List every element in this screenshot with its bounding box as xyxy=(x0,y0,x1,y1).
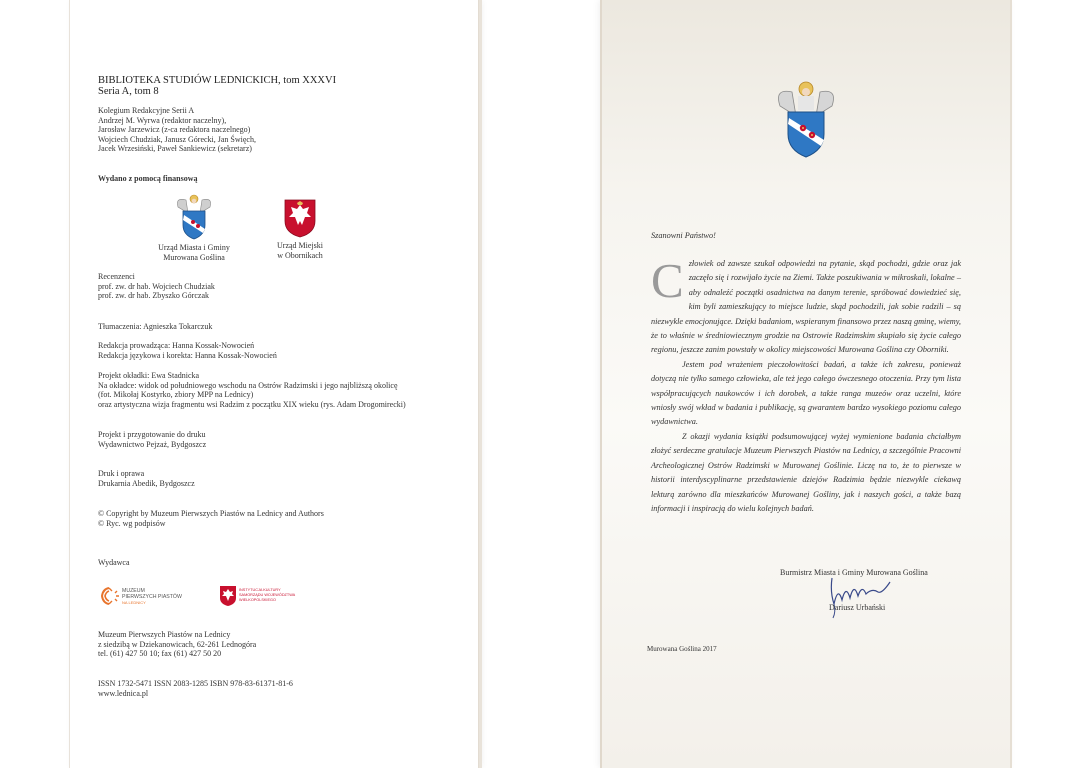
editorial-board-line: Jacek Wrzesiński, Paweł Sankiewicz (sekretarz) xyxy=(98,144,252,154)
print-preparation xyxy=(98,430,206,449)
murowana-goslina-crest-icon xyxy=(174,193,214,241)
editing-line: Redakcja prowadząca: Hanna Kossak-Nowocień xyxy=(98,341,255,350)
publisher-address xyxy=(98,630,256,659)
print-preparation-line: Projekt i przygotowanie do druku xyxy=(98,430,206,439)
signature-title: Burmistrz Miasta i Gminy Murowana Goślina xyxy=(780,568,928,577)
identifiers xyxy=(98,679,293,698)
printing-line: Drukarnia Abedik, Bydgoszcz xyxy=(98,478,195,488)
sponsor-name-line: Urząd Miejski xyxy=(277,241,323,251)
sponsor-murowana-goslina xyxy=(150,193,238,262)
copyright xyxy=(98,509,324,528)
cover-credit-line: (fot. Mikołaj Kostyrko, zbiory MPP na Lednicy) xyxy=(98,390,254,400)
institution-logo-text: SAMORZĄDU WOJEWÓDZTWA xyxy=(239,593,296,597)
editorial-board-line: Andrzej M. Wyrwa (redaktor naczelny), xyxy=(98,115,227,125)
series-title-block xyxy=(98,75,336,97)
murowana-goslina-crest-icon xyxy=(772,80,840,160)
wielkopolska-eagle-icon xyxy=(219,585,237,607)
institution-logo xyxy=(219,585,299,607)
cover-credit-line: oraz artystyczna wizja fragmentu wsi Radzim z początku XIX wieku (rys. Adam Drogomirecki) xyxy=(98,399,406,409)
editorial-board-line: Jarosław Jarzewicz (z-ca redaktora naczelnego) xyxy=(98,125,251,135)
address-line: tel. (61) 427 50 10; fax (61) 427 50 20 xyxy=(98,649,222,659)
sponsor-name-line: Urząd Miasta i Gminy xyxy=(158,243,230,253)
letter-paragraph-1: złowiek od zawsze szukał odpowiedzi na pytanie, skąd pochodzi, gdzie oraz jak zaczęło się i rozwijało życie na Ziemi. Także poszukiwania w mikroskali, lokalne – aby odnaleźć początki osadnictwa na danym terenie, spróbować dowiedzieć się, kim byli zamieszkujący to miejsce ludzie, skąd pochodzili, jak sobie radzili – są niezwykle emocjonujące. Dzięki badaniom, wspieranym finansowo przez naszą gminę, wiemy, że to właśnie w średniowiecznym grodzie na Ostrowie Radzimskim skupiało się życie całego regionu, jeszcze zanim powstały w okolicy miejscowości Murowana Goślina czy Oborniki. xyxy=(651,259,961,355)
sponsor-oborniki xyxy=(258,197,342,260)
letter-paragraph-2: Jestem pod wrażeniem pieczołowitości badań, a także ich zakresu, ponieważ dotyczą nie tylko samego człowieka, ale też jego całego ówczesnego otoczenia. Przy tym lista współpracujących naukowców i ich dorobek, a także ranga muzeów oraz uczelni, które wniosły swój wkład w badania i publikację, są gwarantem bardzo wysokiego poziomu całego wydawnictwa. xyxy=(651,359,961,427)
copyright-line: © Ryc. wg podpisów xyxy=(98,518,166,528)
website-link: www.lednica.pl xyxy=(98,688,149,698)
series-subtitle: Seria A, tom 8 xyxy=(98,86,159,97)
oborniki-eagle-crest-icon xyxy=(282,197,318,239)
publisher-label: Wydawca xyxy=(98,558,130,567)
printing xyxy=(98,469,195,488)
address-line: Muzeum Pierwszych Piastów na Lednicy xyxy=(98,630,231,639)
handwritten-signature xyxy=(820,574,900,620)
reviewers-heading: Recenzenci xyxy=(98,272,135,281)
address-line: z siedzibą w Dziekanowicach, 62-261 Lednogóra xyxy=(98,639,257,649)
institution-logo-text: INSTYTUCJA KULTURY xyxy=(239,588,281,592)
sponsor-name-line: w Obornikach xyxy=(277,250,323,260)
museum-logo-text: MUZEUM xyxy=(122,588,145,594)
reviewer-name: prof. zw. dr hab. Wojciech Chudziak xyxy=(98,281,215,291)
editing xyxy=(98,341,277,360)
museum-logo-text: PIERWSZYCH PIASTÓW xyxy=(122,594,182,600)
museum-logo-text: NA LEDNICY xyxy=(122,600,146,605)
signature-name: Dariusz Urbański xyxy=(829,603,886,612)
drop-cap: C xyxy=(651,253,684,308)
print-preparation-line: Wydawnictwo Pejzaż, Bydgoszcz xyxy=(98,439,207,449)
editing-line: Redakcja językowa i korekta: Hanna Kossak-Nowocień xyxy=(98,350,277,360)
copyright-line: © Copyright by Muzeum Pierwszych Piastów na Lednicy and Authors xyxy=(98,509,324,518)
isbn-line: ISSN 1732-5471 ISSN 2083-1285 ISBN 978-83-61371-81-6 xyxy=(98,679,293,688)
letter-greeting: Szanowni Państwo! xyxy=(651,231,716,240)
left-page-edge xyxy=(479,0,482,768)
editorial-board-heading: Kolegium Redakcyjne Serii A xyxy=(98,106,195,115)
museum-logo-icon xyxy=(98,585,120,607)
printing-line: Druk i oprawa xyxy=(98,469,145,478)
cover-credits xyxy=(98,371,406,409)
place-date: Murowana Goślina 2017 xyxy=(647,645,717,653)
funding-label: Wydano z pomocą finansową xyxy=(98,174,198,183)
cover-credit-line: Projekt okładki: Ewa Stadnicka xyxy=(98,371,200,380)
editorial-board-line: Wojciech Chudziak, Janusz Górecki, Jan Święch, xyxy=(98,134,256,144)
reviewers xyxy=(98,272,215,301)
reviewer-name: prof. zw. dr hab. Zbyszko Górczak xyxy=(98,291,209,301)
series-title: BIBLIOTEKA STUDIÓW LEDNICKICH, tom XXXVI xyxy=(98,75,337,86)
sponsor-name-line: Murowana Goślina xyxy=(163,252,225,262)
letter-body xyxy=(651,253,961,516)
institution-logo-text: WIELKOPOLSKIEGO xyxy=(239,598,276,602)
letter-paragraph-3: Z okazji wydania książki podsumowującej wyżej wymienione badania chciałbym złożyć serdeczne gratulacje Muzeum Pierwszych Piastów na Lednicy, a szczególnie Pracowni Archeologicznej Ostrów Radzimski w Murowanej Goślinie. Liczę na to, że to pierwsze w historii interdyscyplinarne przedstawienie dziejów Radzimia będzie niezwykle ciekawą lekturą zarówno dla mieszkańców Murowanej Gośliny, jak i naszych gości, a także bazą informacji i inspiracją do wielu kolejnych badań. xyxy=(651,431,961,513)
museum-logo xyxy=(98,585,198,607)
editorial-board xyxy=(98,106,256,154)
cover-credit-line: Na okładce: widok od południowego wschodu na Ostrów Radzimski i jego najbliższą okolicę xyxy=(98,380,398,390)
translations: Tłumaczenia: Agnieszka Tokarczuk xyxy=(98,322,213,331)
